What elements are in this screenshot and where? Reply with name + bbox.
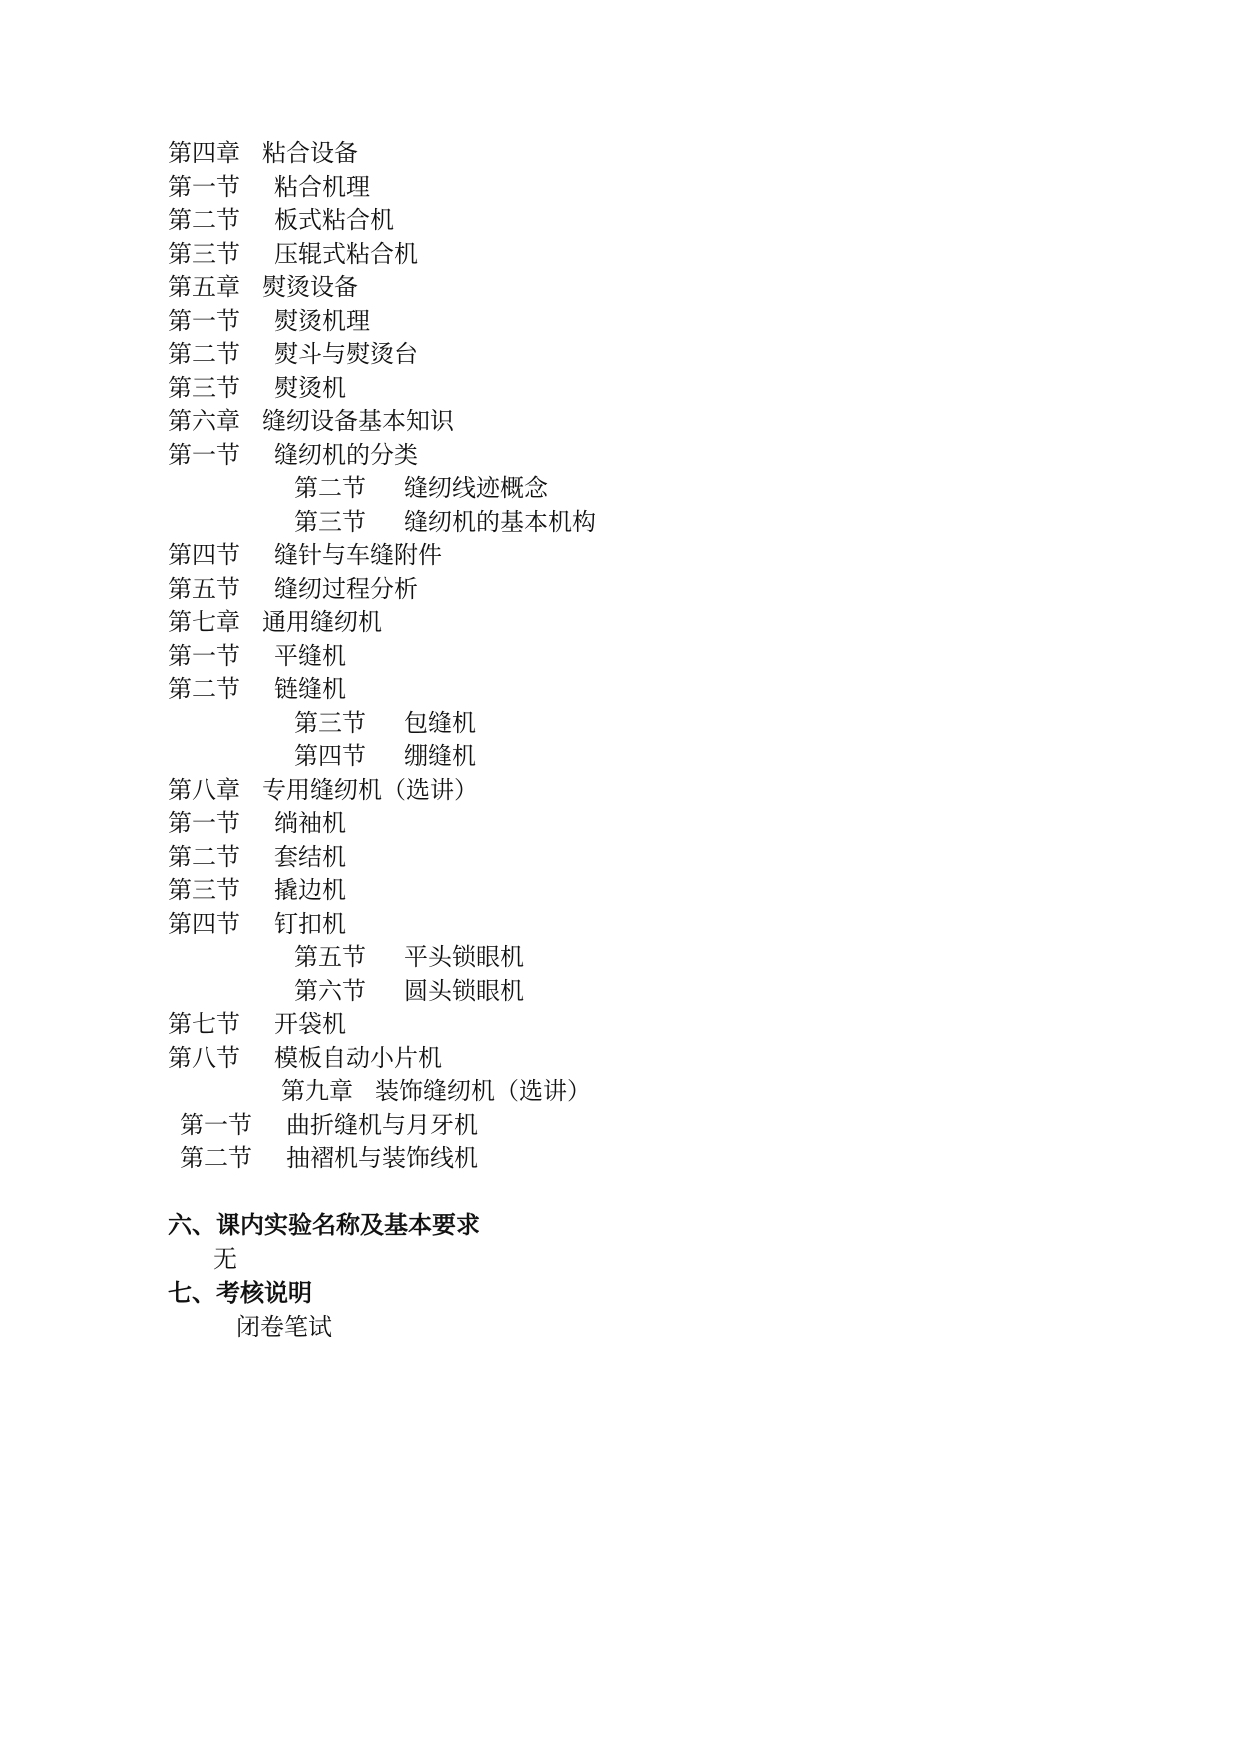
outline-title: 缝纫线迹概念 [404, 474, 548, 502]
outline-title: 曲折缝机与月牙机 [286, 1111, 478, 1139]
outline-label: 第二节 [168, 843, 240, 871]
outline-label: 第六节 [294, 977, 366, 1005]
outline-label: 第七章 [168, 608, 240, 636]
outline-label: 第八章 [168, 776, 240, 804]
outline-section [168, 808, 346, 838]
section-7-text: 闭卷笔试 [236, 1313, 332, 1341]
section-7-heading: 七、考核说明 [168, 1279, 312, 1307]
outline-label: 第五章 [168, 273, 240, 301]
outline-label: 第一节 [180, 1111, 252, 1139]
outline-label: 第四章 [168, 139, 240, 167]
outline-section [294, 741, 476, 771]
outline-title: 缝纫机的基本机构 [404, 508, 596, 536]
outline-section [168, 674, 346, 704]
outline-section [168, 239, 418, 269]
outline-label: 第二节 [168, 675, 240, 703]
outline-title: 链缝机 [274, 675, 346, 703]
outline-section [168, 1043, 442, 1073]
outline-section [168, 339, 418, 369]
outline-chapter-6 [168, 406, 454, 436]
outline-title: 缝纫机的分类 [274, 441, 418, 469]
outline-section [168, 373, 346, 403]
outline-section [168, 641, 346, 671]
outline-title: 绷缝机 [404, 742, 476, 770]
outline-title: 缝纫过程分析 [274, 575, 418, 603]
outline-label: 第九章 [281, 1077, 353, 1105]
outline-section [294, 473, 548, 503]
outline-section [168, 574, 418, 604]
outline-title: 钉扣机 [274, 910, 346, 938]
outline-section [168, 1009, 346, 1039]
outline-title: 圆头锁眼机 [404, 977, 524, 1005]
outline-label: 第三节 [168, 374, 240, 402]
outline-section [294, 976, 524, 1006]
outline-chapter-4 [168, 138, 358, 168]
outline-label: 第三节 [168, 876, 240, 904]
section-6-heading: 六、课内实验名称及基本要求 [168, 1211, 480, 1239]
outline-title: 熨烫机理 [274, 307, 370, 335]
outline-title: 粘合设备 [262, 139, 358, 167]
outline-title: 专用缝纫机（选讲） [262, 776, 478, 804]
outline-section [168, 440, 418, 470]
outline-section [168, 205, 394, 235]
outline-label: 第六章 [168, 407, 240, 435]
outline-section [168, 540, 442, 570]
outline-chapter-8 [168, 775, 478, 805]
outline-label: 第一节 [168, 441, 240, 469]
section-6-text: 无 [213, 1245, 237, 1273]
outline-label: 第二节 [168, 206, 240, 234]
outline-label: 第一节 [168, 173, 240, 201]
outline-label: 第四节 [294, 742, 366, 770]
outline-section [294, 708, 476, 738]
outline-title: 缝纫设备基本知识 [262, 407, 454, 435]
outline-section [168, 875, 346, 905]
outline-label: 第二节 [168, 340, 240, 368]
outline-section [168, 172, 370, 202]
outline-section [294, 507, 596, 537]
outline-label: 第三节 [168, 240, 240, 268]
outline-title: 熨烫设备 [262, 273, 358, 301]
outline-label: 第四节 [168, 541, 240, 569]
outline-section [294, 942, 524, 972]
outline-label: 第一节 [168, 642, 240, 670]
outline-chapter-5 [168, 272, 358, 302]
outline-title: 抽褶机与装饰线机 [286, 1144, 478, 1172]
outline-title: 包缝机 [404, 709, 476, 737]
outline-label: 第四节 [168, 910, 240, 938]
outline-chapter-9 [281, 1076, 591, 1106]
outline-section [168, 909, 346, 939]
outline-title: 粘合机理 [274, 173, 370, 201]
outline-title: 压辊式粘合机 [274, 240, 418, 268]
outline-label: 第五节 [294, 943, 366, 971]
outline-label: 第三节 [294, 508, 366, 536]
outline-title: 绱袖机 [274, 809, 346, 837]
outline-title: 装饰缝纫机（选讲） [375, 1077, 591, 1105]
outline-label: 第八节 [168, 1044, 240, 1072]
outline-title: 熨烫机 [274, 374, 346, 402]
outline-title: 熨斗与熨烫台 [274, 340, 418, 368]
outline-title: 开袋机 [274, 1010, 346, 1038]
outline-section [180, 1110, 478, 1140]
outline-label: 第七节 [168, 1010, 240, 1038]
outline-title: 通用缝纫机 [262, 608, 382, 636]
outline-section [168, 306, 370, 336]
outline-title: 撬边机 [274, 876, 346, 904]
outline-label: 第一节 [168, 307, 240, 335]
outline-label: 第二节 [180, 1144, 252, 1172]
outline-chapter-7 [168, 607, 382, 637]
outline-title: 平头锁眼机 [404, 943, 524, 971]
outline-section [168, 842, 346, 872]
outline-title: 平缝机 [274, 642, 346, 670]
outline-label: 第一节 [168, 809, 240, 837]
outline-label: 第三节 [294, 709, 366, 737]
outline-title: 缝针与车缝附件 [274, 541, 442, 569]
outline-title: 模板自动小片机 [274, 1044, 442, 1072]
outline-title: 板式粘合机 [274, 206, 394, 234]
outline-section [180, 1143, 478, 1173]
outline-label: 第五节 [168, 575, 240, 603]
outline-label: 第二节 [294, 474, 366, 502]
outline-title: 套结机 [274, 843, 346, 871]
